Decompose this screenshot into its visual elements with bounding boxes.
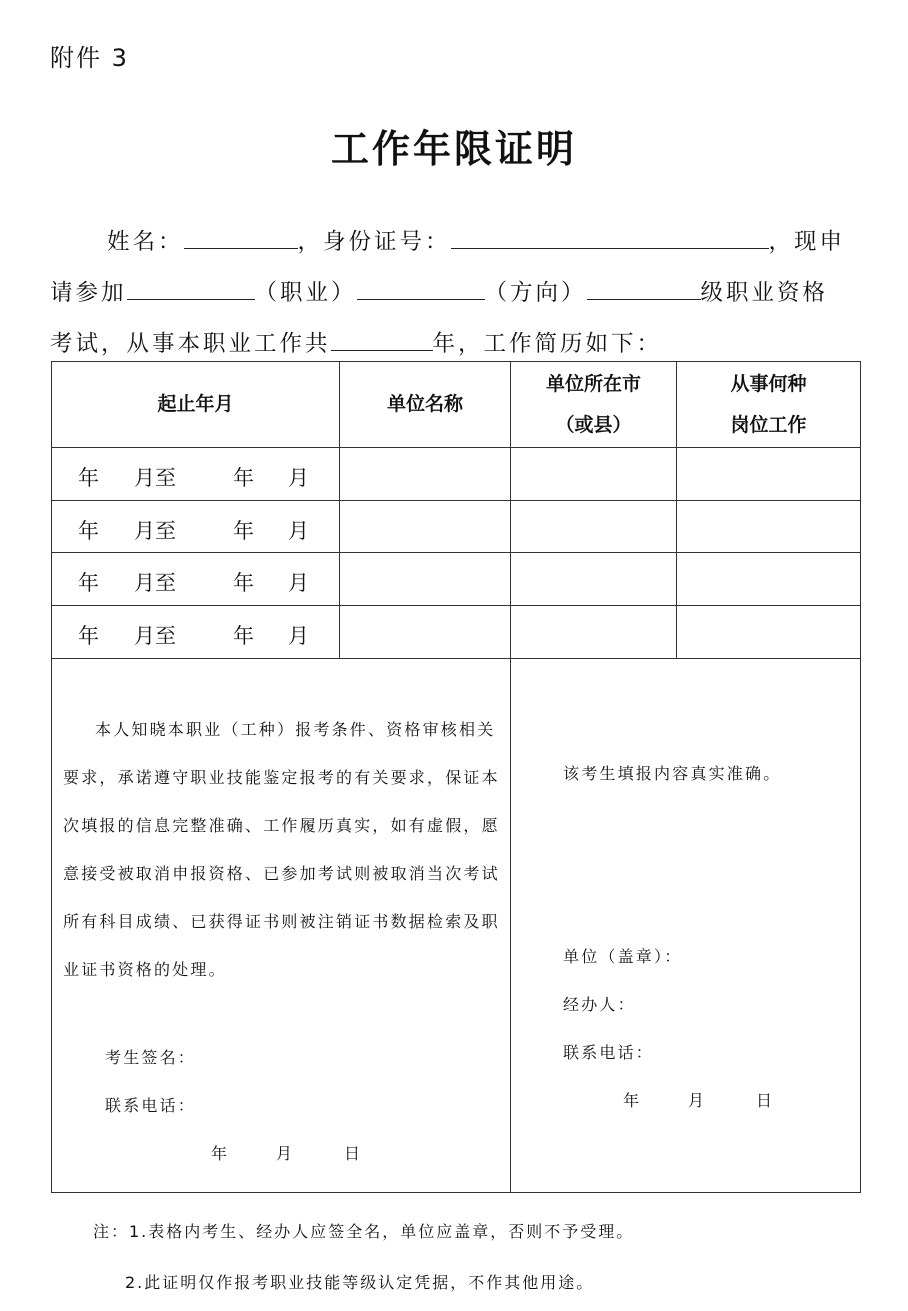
period-year-end: 年 [233, 466, 254, 490]
period-month-end: 月 [288, 571, 309, 595]
period-year-start: 年 [78, 466, 99, 490]
unit-date-month: 月 [688, 1091, 707, 1110]
table-row-period[interactable] [52, 553, 339, 605]
level-label: 级职业资格 [700, 280, 829, 306]
period-year-start: 年 [78, 519, 99, 543]
name-label: 姓名： [107, 229, 184, 255]
period-month-to: 月至 [134, 519, 176, 543]
occupation-label: （职业） [254, 280, 357, 306]
occupation-blank[interactable] [127, 277, 255, 300]
work-history-table [51, 361, 861, 1193]
header-position [677, 362, 860, 447]
unit-date-day: 日 [756, 1091, 775, 1110]
period-month-end: 月 [288, 624, 309, 648]
table-divider [52, 658, 860, 659]
direction-label: （方向） [484, 280, 587, 306]
id-label: ，身份证号： [297, 229, 451, 255]
table-row-period[interactable] [52, 501, 339, 553]
years-label: 年，工作简历如下： [432, 331, 663, 357]
header-unit-name: 单位名称 [386, 393, 463, 415]
period-month-to: 月至 [134, 624, 176, 648]
period-year-end: 年 [233, 519, 254, 543]
apply-prefix: 请参加 [50, 280, 127, 306]
intro-line-1 [50, 224, 862, 256]
note-2: 2.此证明仅作报考职业技能等级认定凭据，不作其他用途。 [125, 1273, 595, 1292]
declaration-text: 本人知晓本职业（工种）报考条件、资格审核相关要求，承诺遵守职业技能鉴定报考的有关要求，保证本次填报的信息完整准确、工作履历真实，如有虚假，愿意接受被取消申报资格、已参加考试则被取消当次考试所有科目成绩、已获得证书则被注销证书数据检索及职业证书资格的处理。 [63, 720, 500, 979]
unit-date-year: 年 [623, 1091, 642, 1110]
years-blank[interactable] [331, 328, 433, 351]
candidate-date-year: 年 [211, 1144, 230, 1163]
candidate-declaration [63, 706, 503, 994]
attachment-label: 附件 3 [50, 44, 129, 72]
unit-seal-label: 单位（盖章）： [563, 947, 683, 966]
table-row-period[interactable] [52, 448, 339, 500]
candidate-signature-label: 考生签名： [105, 1048, 197, 1067]
candidate-date-day: 日 [344, 1144, 363, 1163]
handler-label: 经办人： [563, 995, 636, 1014]
period-year-start: 年 [78, 624, 99, 648]
period-year-end: 年 [233, 624, 254, 648]
years-prefix: 考试，从事本职业工作共 [50, 331, 331, 357]
id-number-blank[interactable] [451, 226, 769, 249]
name-blank[interactable] [184, 226, 298, 249]
page-title: 工作年限证明 [330, 126, 577, 171]
period-month-to: 月至 [134, 466, 176, 490]
candidate-date-month: 月 [276, 1144, 295, 1163]
intro-line-2 [50, 275, 862, 307]
header-position-line1: 从事何种 [730, 372, 807, 395]
unit-phone-label: 联系电话： [563, 1043, 655, 1062]
period-month-end: 月 [288, 519, 309, 543]
table-row-period[interactable] [52, 606, 339, 658]
period-month-to: 月至 [134, 571, 176, 595]
header-position-line2: 岗位工作 [730, 413, 807, 436]
header-period: 起止年月 [157, 393, 234, 415]
intro-line-3 [50, 326, 862, 358]
direction-blank[interactable] [357, 277, 485, 300]
candidate-phone-label: 联系电话： [105, 1096, 197, 1115]
apply-tail: ，现申 [768, 229, 846, 255]
level-blank[interactable] [587, 277, 701, 300]
header-unit-city [511, 362, 676, 447]
verification-statement: 该考生填报内容真实准确。 [563, 764, 782, 783]
period-year-start: 年 [78, 571, 99, 595]
period-year-end: 年 [233, 571, 254, 595]
header-unit-city-line1: 单位所在市 [545, 372, 641, 395]
note-1: 注：1.表格内考生、经办人应签全名，单位应盖章，否则不予受理。 [93, 1222, 635, 1241]
table-divider [510, 362, 511, 1192]
period-month-end: 月 [288, 466, 309, 490]
header-unit-city-line2: （或县） [555, 413, 632, 436]
